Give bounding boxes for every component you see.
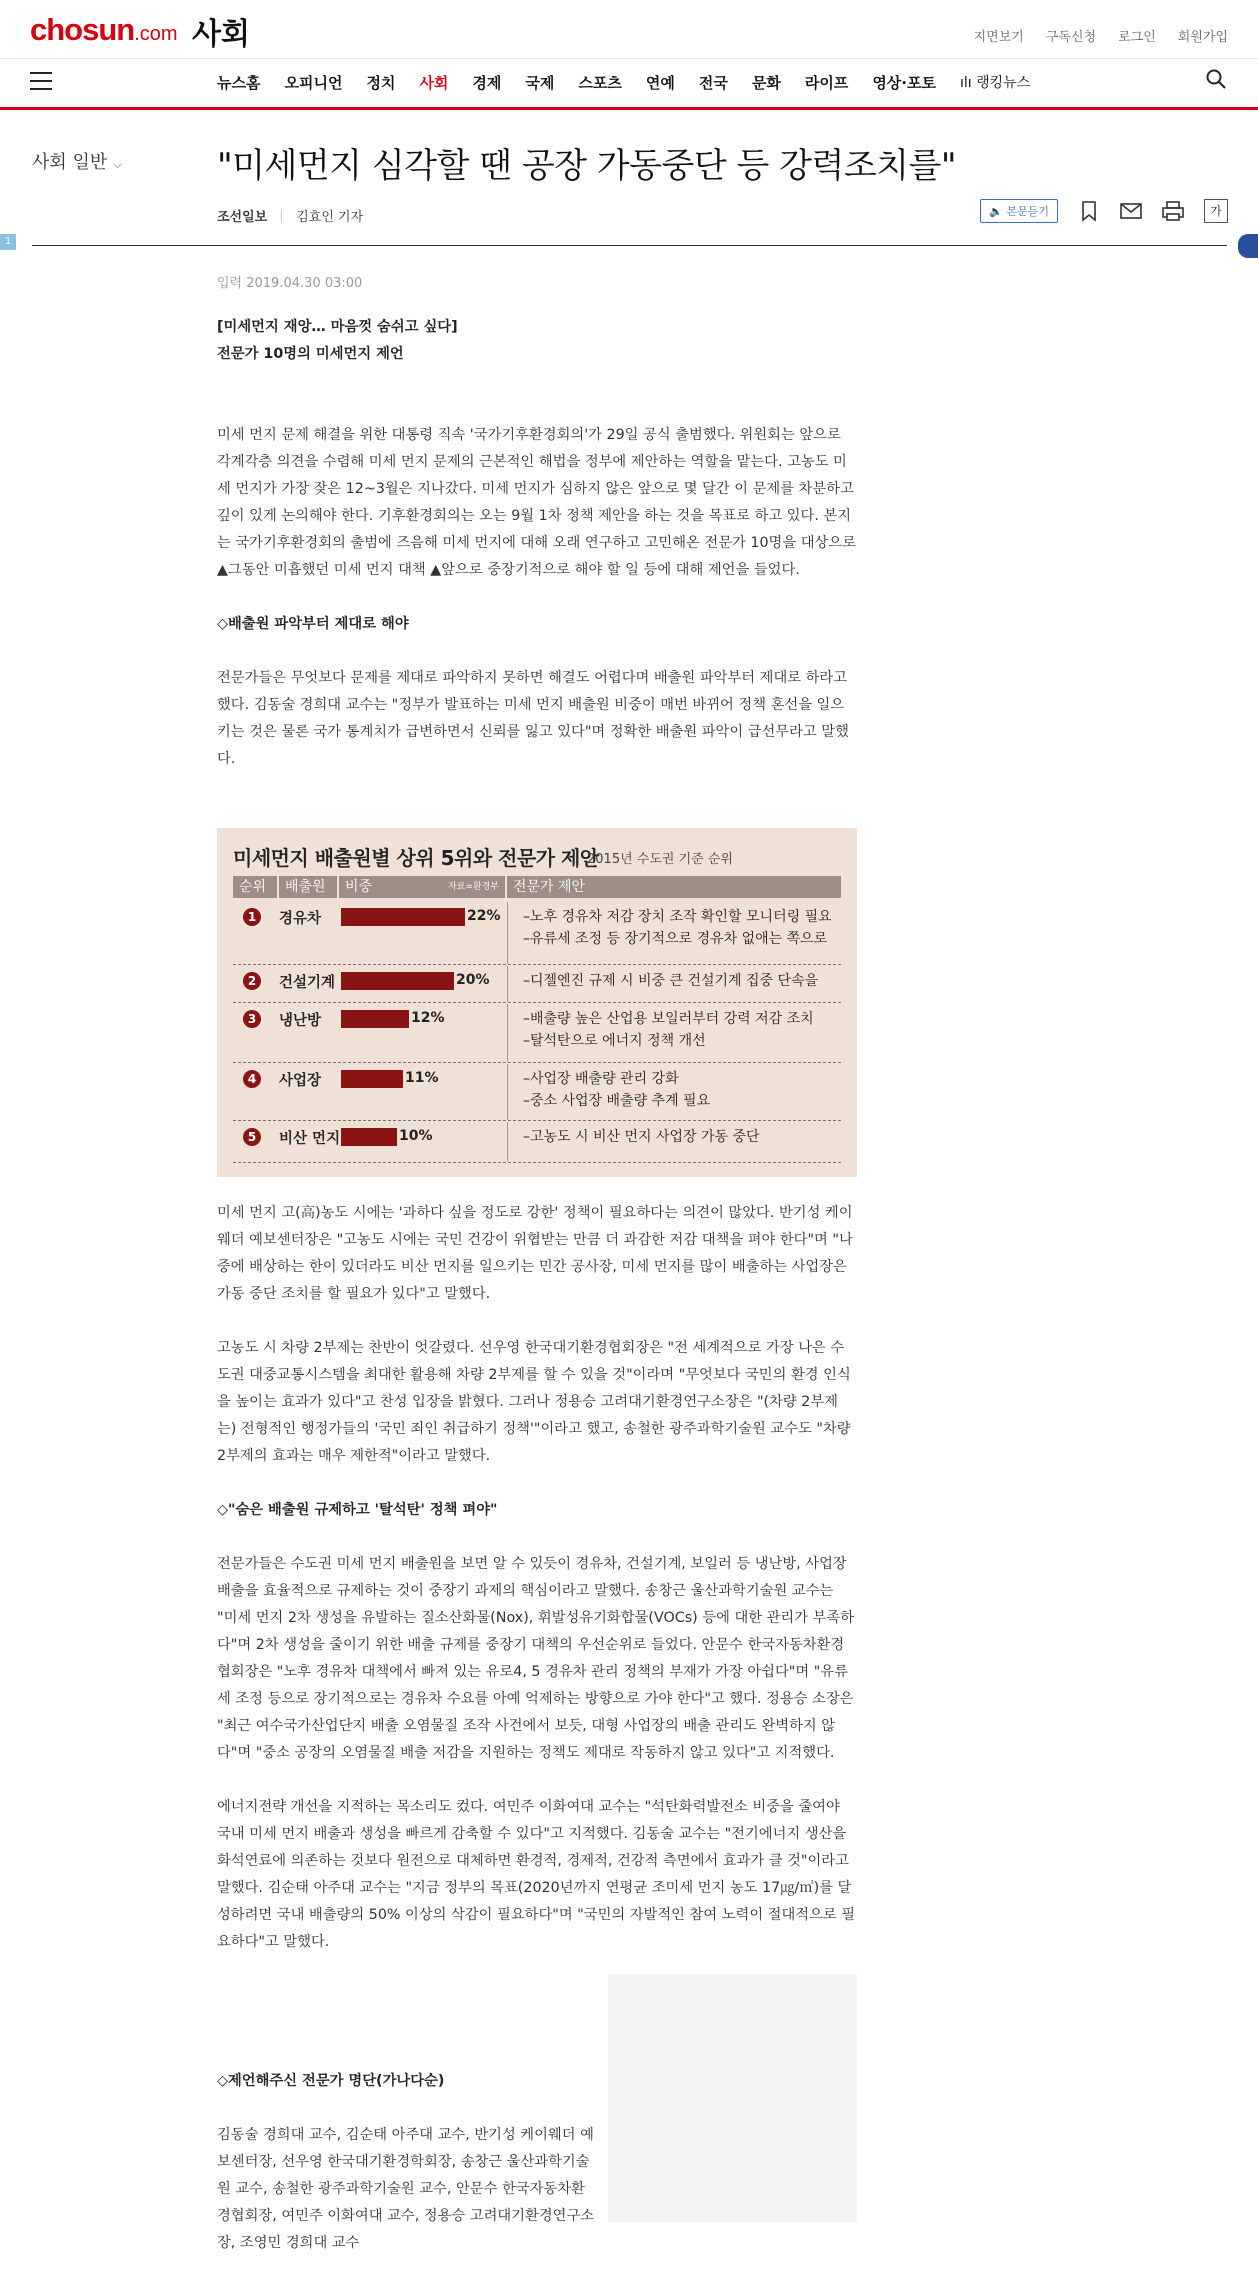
font-size-button[interactable]: 가: [1204, 199, 1228, 223]
nav-item-life[interactable]: 라이프: [804, 74, 849, 92]
util-link-subscribe[interactable]: 구독신청: [1045, 30, 1097, 45]
site-logo[interactable]: [30, 12, 178, 48]
speaker-icon: 🔈: [989, 205, 1003, 218]
infographic: [217, 828, 857, 1177]
column-divider: [507, 1004, 508, 1062]
article-title: "미세먼지 심각할 땐 공장 가동중단 등 강력조치를": [217, 146, 957, 186]
column-divider: [507, 1122, 508, 1162]
proposal-text: [523, 1126, 760, 1148]
share-bar: [341, 1128, 397, 1146]
infographic-row: [233, 1064, 841, 1121]
source-name: 사업장: [279, 1073, 322, 1089]
paragraph: 전문가들은 수도권 미세 먼지 배출원을 보면 알 수 있듯이 경유차, 건설기계, 보일러 등 냉난방, 사업장 배출을 효율적으로 규제하는 것이 중장기 과제의 핵심이라고 말했다. 송창근 울산과학기술원 교수는 "미세 먼지 2차 생성을 유발하는 질소산화물(Nox), 휘발성유기화합물(VOCs) 등에 대한 관리가 부족하다"며 2차 생성을 줄이기 위한 배출 규제를 중장기 대책의 우선순위로 들었다. 안문수 한국자동차환경협회장은 "노후 경유차 대책에서 빠져 있는 유로4, 5 경유차 관리 정책의 부재가 가장 아쉽다"며 "유류세 조정 등으로 장기적으로는 경유차 수요를 아예 억제하는 방향으로 가야 한다"고 했다. 정용승 소장은 "최근 여수국가산업단지 배출 오염물질 조작 사건에서 보듯, 대형 사업장의 배출 관리도 완벽하지 않다"며 "중소 공장의 오염물질 배출 저감을 지원하는 정책도 제대로 작동하지 않고 있다"고 지적했다.: [217, 1556, 855, 1761]
logo-text: chosun: [30, 12, 135, 47]
share-label: 10%: [399, 1128, 433, 1144]
nav-item-newshome[interactable]: 뉴스홈: [217, 74, 261, 92]
rank-badge: 2: [243, 972, 261, 990]
nav-item-sports[interactable]: 스포츠: [578, 74, 622, 92]
share-label: 22%: [467, 908, 501, 924]
lead-line-2: 전문가 10명의 미세먼지 제언: [217, 346, 404, 362]
site-header: [0, 0, 1258, 59]
paragraph: 미세 먼지 문제 해결을 위한 대통령 직속 '국가기후환경회의'가 29일 공식 출범했다. 위원회는 앞으로 각계각층 의견을 수렴해 미세 먼지 문제의 근본적인 해법을 정부에 제안하는 역할을 맡는다. 고농도 미세 먼지가 가장 잦은 12~3월은 지나갔다. 미세 먼지가 심하지 않은 앞으로 몇 달간 이 문제를 차분하고 깊이 있게 논의해야 한다. 기후환경회의는 오는 9월 1차 정책 제안을 하는 것을 목표로 하고 있다. 본지는 국가기후환경회의 출범에 즈음해 미세 먼지에 대해 오래 연구하고 고민해온 전문가 10명을 대상으로 ▲그동안 미흡했던 미세 먼지 대책 ▲앞으로 중장기적으로 해야 할 일 등에 대해 제언을 들었다.: [217, 427, 856, 578]
listen-button[interactable]: [980, 199, 1058, 223]
source-name: 경유차: [279, 911, 322, 927]
nav-item-society[interactable]: 사회: [419, 74, 449, 92]
publish-date: 입력 2019.04.30 03:00: [217, 276, 363, 291]
infographic-row: [233, 902, 841, 965]
col-share: [339, 876, 505, 898]
proposal-line: –노후 경유차 저감 장치 조작 확인할 모니터링 필요: [523, 909, 832, 925]
nav-item-national[interactable]: 전국: [698, 74, 728, 92]
infographic-title: 미세먼지 배출원별 상위 5위와 전문가 제안: [233, 846, 599, 870]
column-divider: [507, 966, 508, 1002]
proposal-line: –탈석탄으로 에너지 정책 개선: [523, 1033, 706, 1049]
article-body-top: [217, 314, 857, 773]
nav-item-video-photo[interactable]: 영상·포토: [872, 74, 936, 92]
proposal-line: –배출량 높은 산업용 보일러부터 강력 저감 조치: [523, 1011, 814, 1027]
article-body-experts: [217, 2068, 597, 2257]
infographic-header: [233, 876, 841, 898]
ad-placeholder[interactable]: [608, 1974, 857, 2222]
main-nav: [0, 59, 1258, 110]
paragraph: 고농도 시 차량 2부제는 찬반이 엇갈렸다. 선우영 한국대기환경협회장은 "전 세계적으로 가장 나은 수도권 대중교통시스템을 최대한 활용해 차량 2부제를 할 수 있을 것"이라며 "무엇보다 국민의 환경 인식을 높이는 효과가 있다"고 찬성 입장을 밝혔다. 그러나 정용승 고려대기환경연구소장은 "(차량 2부제는) 전형적인 행정가들의 '국민 죄인 취급하기 정책'"이라고 했고, 송철한 광주과학기술원 교수도 "차량 2부제의 효과는 매우 제한적"이라고 말했다.: [217, 1340, 851, 1464]
infographic-row: [233, 966, 841, 1003]
col-rank: 순위: [233, 876, 277, 898]
proposal-text: [523, 1008, 814, 1052]
rank-badge: 1: [243, 908, 261, 926]
nav-item-entertainment[interactable]: 연예: [645, 74, 675, 92]
side-marker[interactable]: 1: [0, 234, 16, 250]
proposal-line: –유류세 조정 등 장기적으로 경유차 없애는 쪽으로: [523, 931, 828, 947]
proposal-text: [523, 906, 832, 950]
col-source: 배출원: [279, 876, 337, 898]
subheading: ◇"숨은 배출원 규제하고 '탈석탄' 정책 펴야": [217, 1502, 498, 1518]
share-bar: [341, 1010, 409, 1028]
share-bar: [341, 908, 465, 926]
util-link-signup[interactable]: 회원가입: [1177, 30, 1228, 45]
col-proposal: 전문가 제안: [507, 876, 841, 898]
rank-badge: 4: [243, 1070, 261, 1088]
listen-label: 본문듣기: [1006, 205, 1049, 218]
col-share-note: 자료=환경부: [447, 882, 499, 892]
category-dropdown[interactable]: [32, 148, 122, 174]
source-name: 냉난방: [279, 1013, 322, 1029]
proposal-line: –디젤엔진 규제 시 비중 큰 건설기계 집중 단속을: [523, 973, 819, 989]
proposal-text: [523, 970, 818, 992]
proposal-text: [523, 1068, 710, 1112]
source-name: 비산 먼지: [279, 1131, 341, 1147]
byline-divider: [281, 209, 282, 223]
byline-author[interactable]: 김효인 기자: [296, 210, 364, 225]
rank-badge: 5: [243, 1128, 261, 1146]
nav-item-opinion[interactable]: 오피니언: [284, 74, 343, 92]
util-links: [974, 26, 1228, 45]
infographic-subtitle: 2015년 수도권 기준 순위: [587, 852, 733, 867]
share-label: 12%: [411, 1010, 445, 1026]
side-widget-tab[interactable]: [1238, 234, 1258, 258]
paragraph: 미세 먼지 고(高)농도 시에는 '과하다 싶을 정도로 강한' 정책이 필요하다는 의견이 많았다. 반기성 케이웨더 예보센터장은 "고농도 시에는 국민 건강이 위협받는 만큼 더 과감한 저감 대책을 펴야 한다"며 "나중에 배상하는 한이 있더라도 비산 먼지를 일으키는 민간 공사장, 미세 먼지를 많이 배출하는 사업장은 가동 중단 조치를 할 필요가 있다"고 말했다.: [217, 1205, 853, 1302]
article-tools: [980, 199, 1228, 223]
proposal-line: –중소 사업장 배출량 추계 필요: [523, 1093, 711, 1109]
byline-source[interactable]: 조선일보: [217, 210, 268, 225]
ranking-label: 랭킹뉴스: [976, 75, 1031, 91]
section-title[interactable]: 사회: [192, 17, 250, 52]
nav-item-economy[interactable]: 경제: [472, 74, 502, 92]
paragraph: 김동술 경희대 교수, 김순태 아주대 교수, 반기성 케이웨더 예보센터장, 선우영 한국대기환경학회장, 송창근 울산과학기술원 교수, 송철한 광주과학기술원 교수, 안문수 한국자동차환경협회장, 여민주 이화여대 교수, 정용승 고려대기환경연구소장, 조영민 경희대 교수: [217, 2127, 595, 2251]
share-bar: [341, 972, 454, 990]
mail-icon[interactable]: [1120, 200, 1142, 222]
proposal-line: –사업장 배출량 관리 강화: [523, 1071, 679, 1087]
bookmark-icon[interactable]: [1078, 200, 1100, 222]
article-body-bottom: [217, 1200, 857, 1956]
nav-items: [217, 72, 1030, 93]
util-link-paper[interactable]: 지면보기: [973, 30, 1024, 45]
infographic-row: [233, 1122, 841, 1163]
lead-line-1: [미세먼지 재앙… 마음껏 숨쉬고 싶다]: [217, 319, 458, 335]
share-bar: [341, 1070, 403, 1088]
subheading: ◇제언해주신 전문가 명단(가나다순): [217, 2073, 445, 2089]
byline: [217, 206, 363, 225]
hamburger-icon[interactable]: [30, 72, 52, 90]
nav-item-culture[interactable]: 문화: [751, 74, 781, 92]
col-share-label: 비중: [345, 879, 373, 895]
source-name: 건설기계: [279, 975, 336, 991]
share-label: 11%: [405, 1070, 439, 1086]
search-icon[interactable]: [1206, 69, 1226, 89]
logo-domain: .com: [134, 23, 178, 45]
util-link-login[interactable]: 로그인: [1118, 30, 1156, 45]
infographic-row: [233, 1004, 841, 1063]
nav-item-international[interactable]: 국제: [525, 74, 555, 92]
proposal-line: –고농도 시 비산 먼지 사업장 가동 중단: [523, 1129, 760, 1145]
subheading: ◇배출원 파악부터 제대로 해야: [217, 616, 409, 632]
column-divider: [507, 1064, 508, 1120]
nav-item-politics[interactable]: 정치: [366, 74, 396, 92]
nav-item-ranking[interactable]: [960, 72, 1030, 93]
bar-chart-icon: ılı: [959, 75, 977, 91]
print-icon[interactable]: [1162, 200, 1184, 222]
column-divider: [507, 902, 508, 964]
chevron-down-icon: ⌵: [113, 157, 123, 171]
share-label: 20%: [456, 972, 490, 988]
rank-badge: 3: [243, 1010, 261, 1028]
paragraph: 전문가들은 무엇보다 문제를 제대로 파악하지 못하면 해결도 어렵다며 배출원 파악부터 제대로 하라고 했다. 김동술 경희대 교수는 "정부가 발표하는 미세 먼지 배출원 비중이 매번 바뀌어 정책 혼선을 일으키는 것은 물론 국가 통계치가 급변하면서 신뢰를 잃고 있다"며 정확한 배출원 파악이 급선무라고 말했다.: [217, 670, 849, 767]
header-divider: [32, 245, 1227, 246]
paragraph: 에너지전략 개선을 지적하는 목소리도 컸다. 여민주 이화여대 교수는 "석탄화력발전소 비중을 줄여야 국내 미세 먼지 배출과 생성을 빠르게 감축할 수 있다"고 지적했다. 김동술 교수는 "전기에너지 생산을 화석연료에 의존하는 것보다 원전으로 대체하면 환경적, 경제적, 건강적 측면에서 효과가 클 것"이라고 말했다. 김순태 아주대 교수는 "지금 정부의 목표(2020년까지 연평균 조미세 먼지 농도 17㎍/㎥)를 달성하려면 국내 배출량의 50% 이상의 삭감이 필요하다"며 "국민의 자발적인 참여 노력이 절대적으로 필요하다"고 말했다.: [217, 1799, 856, 1950]
category-label: 사회 일반: [32, 152, 108, 173]
